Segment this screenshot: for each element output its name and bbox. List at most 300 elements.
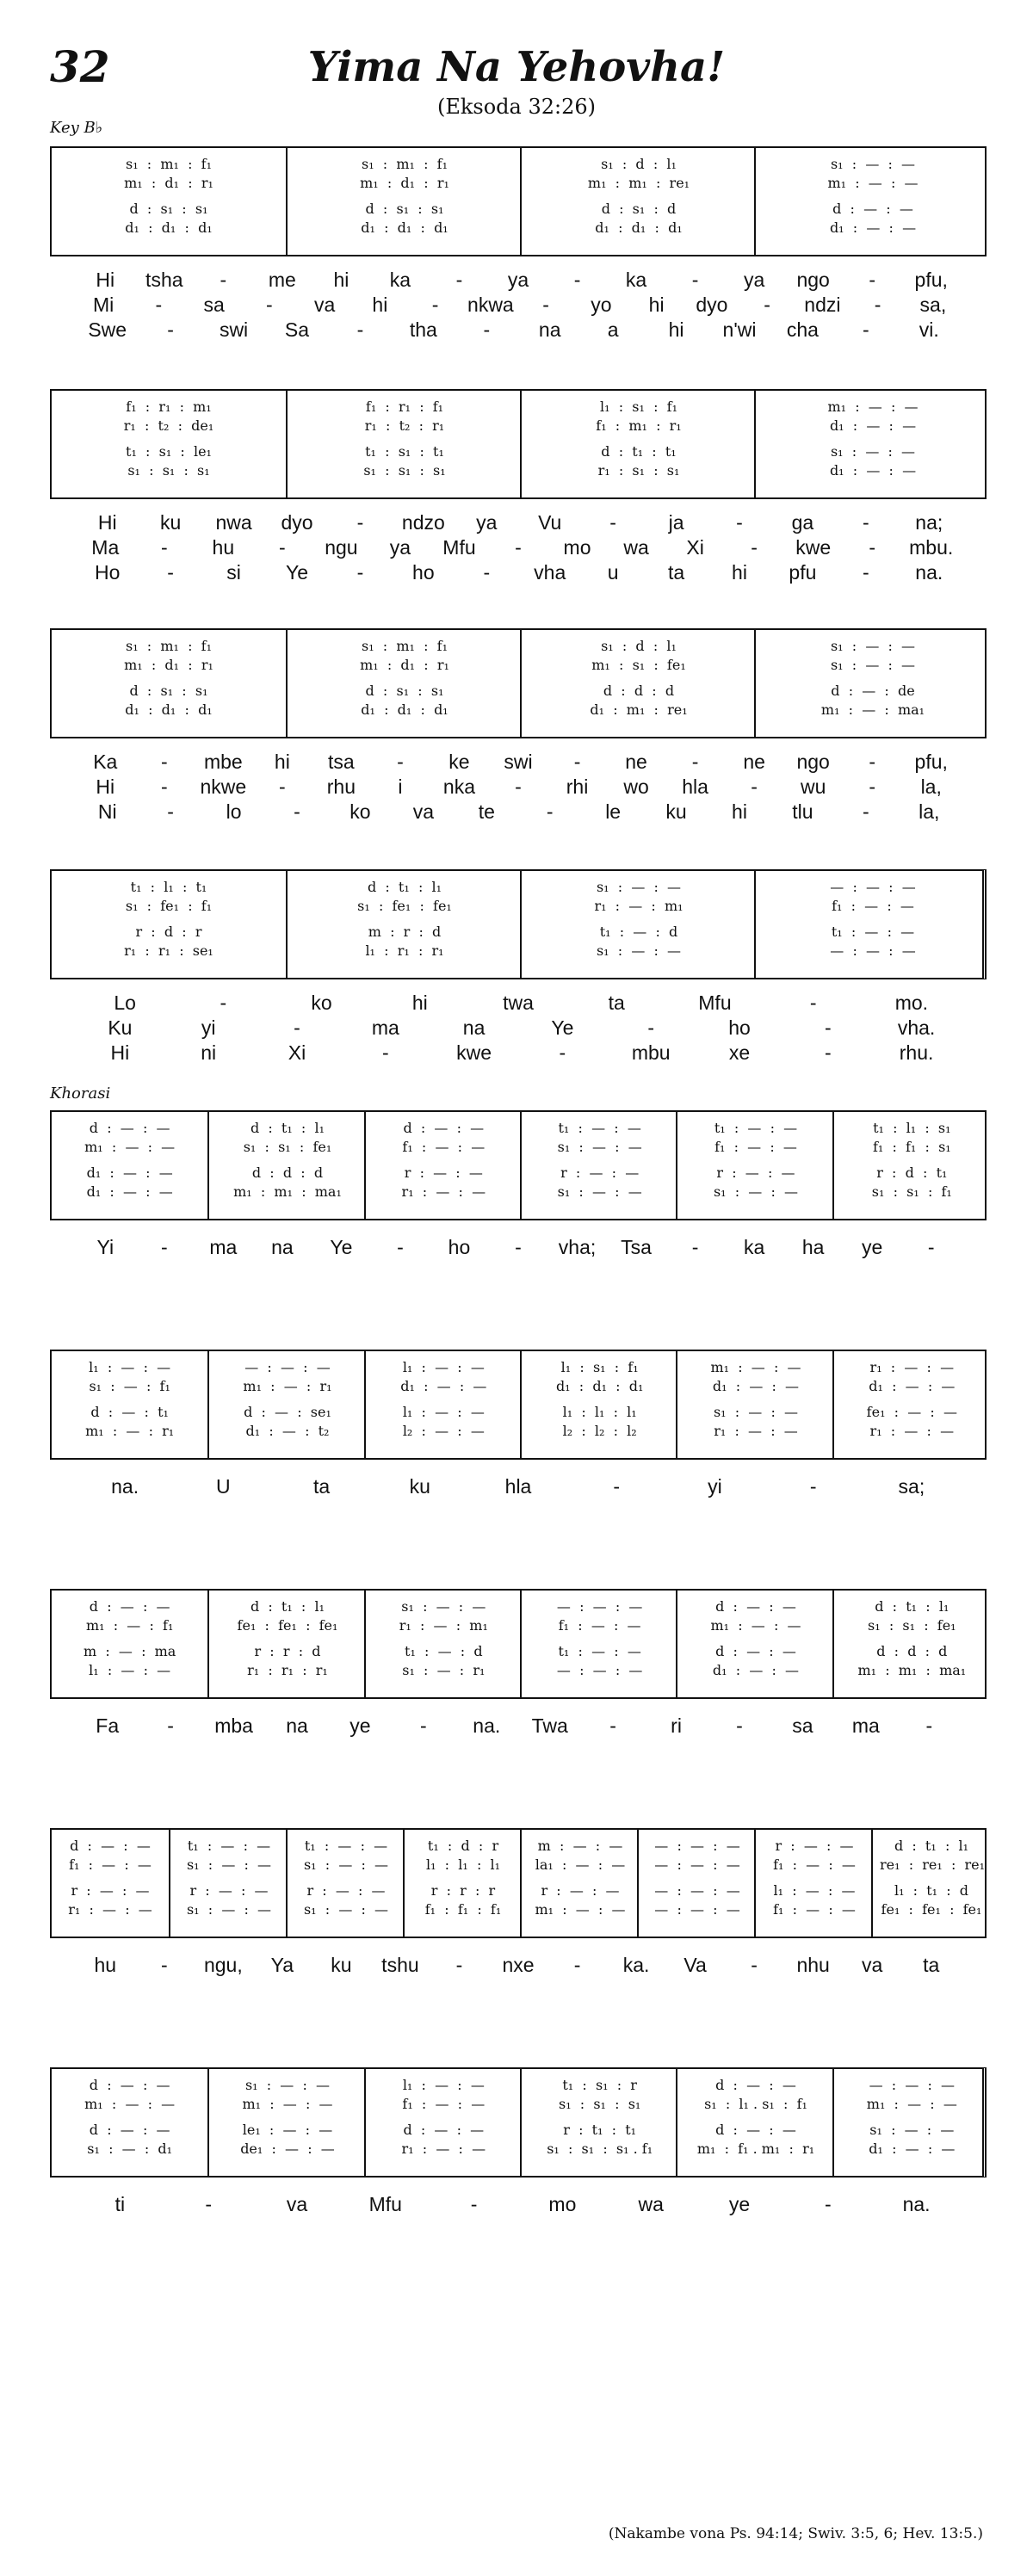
solfa-notes: s₁ : — : — bbox=[596, 942, 682, 959]
lyric-syllable: - bbox=[736, 1714, 743, 1737]
voice-notes bbox=[52, 174, 286, 193]
voice-notes bbox=[209, 1183, 365, 1202]
voice-notes bbox=[522, 2095, 677, 2114]
solfa-notes: m₁ : f₁ . m₁ : r₁ bbox=[696, 2140, 815, 2157]
solfa-notes: m₁ : m₁ : ma₁ bbox=[857, 1662, 967, 1678]
lyric-syllable: swi bbox=[504, 751, 533, 773]
voice-notes bbox=[52, 1377, 207, 1396]
voice-notes bbox=[756, 682, 990, 701]
lyric-syllable: na bbox=[286, 1714, 308, 1737]
solfa-notes: r : r : d bbox=[254, 1643, 321, 1659]
solfa-notes: — : — : — bbox=[654, 1901, 740, 1918]
lyric-syllable: ne bbox=[625, 751, 647, 773]
lyric-syllable: ta bbox=[608, 991, 625, 1014]
voice-notes bbox=[677, 2140, 833, 2159]
lyric-syllable: swi bbox=[219, 318, 249, 341]
solfa-notes: d : t₁ : t₁ bbox=[601, 443, 677, 460]
lyric-syllable: - bbox=[515, 775, 522, 798]
lyric-syllable: tlu bbox=[792, 800, 813, 823]
lyric-syllable: tsa bbox=[328, 751, 355, 773]
solfa-notes: d₁ : — : t₂ bbox=[245, 1423, 330, 1439]
solfa-notes: d : s₁ : s₁ bbox=[365, 201, 444, 217]
solfa-notes: d₁ : d₁ : d₁ bbox=[125, 701, 213, 718]
voice-notes bbox=[522, 1881, 639, 1900]
music-system bbox=[50, 1110, 987, 1220]
lyric-syllable: wu bbox=[800, 775, 826, 798]
lyric-syllable: le bbox=[605, 800, 622, 823]
voice-notes bbox=[52, 897, 286, 916]
solfa-notes: r : — : — bbox=[541, 1882, 620, 1899]
solfa-notes: f₁ : — : — bbox=[714, 1139, 797, 1155]
measure bbox=[832, 1591, 990, 1697]
lyric-syllable: me bbox=[268, 269, 296, 291]
lyric-syllable: cha bbox=[786, 318, 819, 341]
lyric-syllable: tha bbox=[409, 318, 437, 341]
voice-notes bbox=[366, 2140, 522, 2159]
solfa-notes: s₁ : — : — bbox=[830, 156, 916, 172]
solfa-notes: d : — : — bbox=[89, 1120, 170, 1136]
verse-lyrics bbox=[50, 751, 987, 825]
solfa-notes: d : t₁ : l₁ bbox=[250, 1120, 325, 1136]
solfa-notes: d : — : — bbox=[89, 2122, 170, 2138]
measure bbox=[754, 1830, 873, 1937]
voice-notes bbox=[677, 2095, 833, 2114]
voice-notes bbox=[405, 1881, 522, 1900]
lyric-syllable: - bbox=[751, 536, 758, 559]
lyric-syllable: - bbox=[220, 991, 227, 1014]
lyric-line-verse-2 bbox=[50, 1016, 987, 1041]
voice-notes bbox=[522, 1358, 677, 1377]
voice-notes bbox=[209, 2121, 365, 2140]
voice-notes bbox=[756, 878, 990, 897]
voice-notes bbox=[834, 1183, 990, 1202]
voice-notes bbox=[677, 1422, 833, 1441]
lyric-syllable: - bbox=[824, 1016, 832, 1039]
solfa-notes: s₁ : — : r₁ bbox=[402, 1662, 486, 1678]
lyric-syllable: vi. bbox=[919, 318, 939, 341]
lyric-syllable: nxe bbox=[502, 1954, 535, 1976]
lyric-syllable: wa bbox=[638, 2193, 664, 2215]
measure bbox=[52, 148, 286, 255]
voice-notes bbox=[288, 656, 522, 675]
solfa-notes: m₁ : — : — bbox=[710, 1359, 801, 1375]
solfa-notes: m₁ : m₁ : re₁ bbox=[587, 175, 690, 191]
voice-notes bbox=[873, 1837, 990, 1856]
lyric-syllable: Va bbox=[684, 1954, 707, 1976]
lyric-syllable: - bbox=[381, 1041, 389, 1064]
lyric-line-verse-3 bbox=[50, 800, 987, 825]
voice-notes bbox=[288, 923, 522, 942]
voice-notes bbox=[209, 2140, 365, 2159]
solfa-notes: t₁ : — : — bbox=[714, 1120, 798, 1136]
lyric-syllable: - bbox=[863, 561, 869, 584]
solfa-notes: s₁ : — : — bbox=[713, 1183, 799, 1200]
voice-notes bbox=[834, 1358, 990, 1377]
solfa-notes: s₁ : fe₁ : fe₁ bbox=[357, 898, 452, 914]
voice-notes bbox=[756, 701, 990, 720]
measure bbox=[832, 1112, 990, 1219]
voice-notes bbox=[677, 2076, 833, 2095]
measure bbox=[207, 2069, 365, 2176]
voice-notes bbox=[366, 1661, 522, 1680]
voice-notes bbox=[677, 1377, 833, 1396]
measure bbox=[364, 1112, 522, 1219]
voice-notes bbox=[52, 942, 286, 961]
voice-notes bbox=[52, 2140, 207, 2159]
lyric-syllable: mo. bbox=[894, 991, 929, 1014]
voice-notes bbox=[522, 2140, 677, 2159]
solfa-notes: s₁ : — : f₁ bbox=[89, 1378, 170, 1394]
lyric-line-verse-3 bbox=[50, 561, 987, 586]
solfa-notes: s₁ : — : — bbox=[186, 1856, 272, 1873]
voice-notes bbox=[522, 1183, 677, 1202]
voice-notes bbox=[756, 219, 990, 238]
solfa-notes: — : — : — bbox=[556, 1662, 643, 1678]
voice-notes bbox=[677, 1642, 833, 1661]
voice-notes bbox=[288, 442, 522, 461]
measure bbox=[520, 148, 756, 255]
lyric-syllable: - bbox=[863, 318, 869, 341]
lyric-syllable: nhu bbox=[796, 1954, 830, 1976]
lyric-syllable: kwe bbox=[795, 536, 832, 559]
lyric-syllable: na. bbox=[915, 561, 943, 584]
voice-notes bbox=[522, 897, 756, 916]
lyric-syllable: hla bbox=[682, 775, 708, 798]
solfa-notes: s₁ : d : l₁ bbox=[601, 156, 677, 172]
measure bbox=[52, 1591, 207, 1697]
lyric-syllable: Xi bbox=[288, 1041, 306, 1064]
voice-notes bbox=[677, 1403, 833, 1422]
lyric-syllable: na. bbox=[473, 1714, 501, 1737]
solfa-notes: r : — : — bbox=[306, 1882, 386, 1899]
lyric-line-verse-3 bbox=[50, 318, 987, 343]
voice-notes bbox=[522, 1616, 677, 1635]
voice-notes bbox=[366, 1138, 522, 1157]
solfa-notes: s₁ : s₁ : s₁ bbox=[363, 462, 446, 479]
lyric-syllable: lo bbox=[226, 800, 242, 823]
lyric-syllable: - bbox=[356, 511, 364, 534]
voice-notes bbox=[52, 219, 286, 238]
lyric-syllable: twa bbox=[503, 991, 534, 1014]
solfa-notes: s₁ : — : — bbox=[830, 657, 916, 673]
solfa-notes: d : — : — bbox=[715, 1643, 796, 1659]
solfa-notes: r : t₁ : t₁ bbox=[563, 2122, 637, 2138]
solfa-notes: d : t₁ : l₁ bbox=[367, 879, 442, 895]
solfa-notes: s₁ : — : — bbox=[596, 879, 682, 895]
voice-notes bbox=[834, 2095, 990, 2114]
solfa-notes: fe₁ : fe₁ : fe₁ bbox=[237, 1617, 338, 1634]
lyric-syllable: dyo bbox=[281, 511, 313, 534]
lyric-syllable: xe bbox=[728, 1041, 751, 1064]
voice-notes bbox=[52, 2076, 207, 2095]
lyric-syllable: - bbox=[515, 1236, 522, 1258]
voice-notes bbox=[756, 1881, 873, 1900]
voice-notes bbox=[834, 1642, 990, 1661]
lyric-syllable: ye bbox=[728, 2193, 751, 2215]
solfa-notes: d₁ : — : — bbox=[869, 2140, 956, 2157]
lyric-syllable: - bbox=[824, 1041, 832, 1064]
voice-notes bbox=[522, 656, 756, 675]
solfa-notes: le₁ : — : — bbox=[242, 2122, 333, 2138]
voice-notes bbox=[522, 1661, 677, 1680]
measure bbox=[286, 391, 522, 497]
solfa-notes: s₁ : s₁ : fe₁ bbox=[243, 1139, 332, 1155]
solfa-notes: d₁ : d₁ : d₁ bbox=[361, 701, 448, 718]
lyric-syllable: - bbox=[294, 800, 300, 823]
lyric-syllable: Ye bbox=[330, 1236, 353, 1258]
voice-notes bbox=[288, 942, 522, 961]
solfa-notes: s₁ : m₁ : f₁ bbox=[125, 156, 212, 172]
solfa-notes: d : s₁ : s₁ bbox=[365, 683, 444, 699]
lyric-syllable: va bbox=[862, 1954, 883, 1976]
solfa-notes: l₁ : — : — bbox=[402, 1404, 485, 1420]
voice-notes bbox=[366, 1358, 522, 1377]
measure bbox=[52, 1351, 207, 1458]
voice-notes bbox=[522, 219, 756, 238]
lyric-syllable: - bbox=[160, 536, 168, 559]
solfa-notes: d : — : — bbox=[89, 2077, 170, 2093]
lyric-syllable: Lo bbox=[114, 991, 136, 1014]
lyric-syllable: - bbox=[167, 318, 174, 341]
voice-notes bbox=[756, 442, 990, 461]
lyric-syllable: Ni bbox=[97, 800, 117, 823]
solfa-notes: m₁ : — : r₁ bbox=[243, 1378, 332, 1394]
voice-notes bbox=[209, 1138, 365, 1157]
voice-notes bbox=[522, 200, 756, 219]
voice-notes bbox=[52, 1856, 169, 1875]
solfa-notes: d₁ : d₁ : d₁ bbox=[595, 219, 683, 236]
lyric-syllable: na; bbox=[915, 511, 943, 534]
solfa-notes: s₁ : l₁ . s₁ : f₁ bbox=[704, 2096, 807, 2112]
voice-notes bbox=[677, 1661, 833, 1680]
chorus-lyrics bbox=[50, 1236, 987, 1262]
lyric-syllable: ri bbox=[671, 1714, 682, 1737]
solfa-notes: r : — : — bbox=[560, 1164, 640, 1181]
measure bbox=[676, 1591, 833, 1697]
voice-notes bbox=[209, 2076, 365, 2095]
lyric-syllable: hi bbox=[732, 800, 747, 823]
voice-notes bbox=[639, 1881, 756, 1900]
voice-notes bbox=[834, 1377, 990, 1396]
lyric-syllable: - bbox=[515, 536, 522, 559]
lyric-syllable: - bbox=[483, 561, 491, 584]
voice-notes bbox=[834, 2140, 990, 2159]
lyric-syllable: tshu bbox=[381, 1954, 419, 1976]
lyric-syllable: ku bbox=[159, 511, 182, 534]
solfa-notes: s₁ : — : — bbox=[830, 638, 916, 654]
voice-notes bbox=[756, 398, 990, 417]
voice-notes bbox=[522, 2076, 677, 2095]
voice-notes bbox=[52, 2121, 207, 2140]
voice-notes bbox=[677, 1119, 833, 1138]
solfa-notes: l₁ : l₁ : l₁ bbox=[425, 1856, 501, 1873]
voice-notes bbox=[52, 1597, 207, 1616]
measure bbox=[207, 1591, 365, 1697]
voice-notes bbox=[639, 1900, 756, 1919]
lyric-syllable: - bbox=[874, 293, 881, 316]
lyric-syllable: ho bbox=[728, 1016, 751, 1039]
lyric-syllable: pfu bbox=[789, 561, 817, 584]
solfa-notes: d : s₁ : s₁ bbox=[129, 201, 208, 217]
solfa-notes: l₁ : s₁ : f₁ bbox=[600, 398, 677, 415]
voice-notes bbox=[209, 1422, 365, 1441]
lyric-syllable: hi bbox=[274, 751, 290, 773]
solfa-notes: m₁ : — : — bbox=[84, 2096, 176, 2112]
lyric-syllable: - bbox=[869, 751, 876, 773]
lyric-syllable: Hi bbox=[97, 511, 117, 534]
solfa-notes: f₁ : — : — bbox=[832, 898, 914, 914]
lyric-syllable: hu bbox=[212, 536, 235, 559]
lyric-syllable: yi bbox=[201, 1016, 216, 1039]
hymn-subtitle: (Eksoda 32:26) bbox=[436, 95, 597, 119]
solfa-notes: d : — : — bbox=[403, 2122, 485, 2138]
solfa-notes: s₁ : s₁ : s₁ bbox=[127, 462, 210, 479]
lyric-syllable: Vu bbox=[538, 511, 562, 534]
lyric-syllable: Ma bbox=[91, 536, 120, 559]
solfa-notes: m₁ : d₁ : r₁ bbox=[360, 175, 449, 191]
lyric-syllable: Hi bbox=[110, 1041, 130, 1064]
lyric-syllable: - bbox=[455, 269, 463, 291]
solfa-notes: t₁ : s₁ : le₁ bbox=[126, 443, 212, 460]
voice-notes bbox=[288, 878, 522, 897]
voice-notes bbox=[52, 1642, 207, 1661]
music-system bbox=[50, 1589, 987, 1699]
solfa-notes: d : — : — bbox=[403, 1120, 485, 1136]
music-system bbox=[50, 146, 987, 256]
lyric-syllable: hla bbox=[504, 1475, 532, 1498]
voice-notes bbox=[52, 923, 286, 942]
solfa-notes: s₁ : — : — bbox=[557, 1139, 642, 1155]
lyric-syllable: sa; bbox=[898, 1475, 925, 1498]
solfa-notes: d₁ : — : — bbox=[86, 1164, 173, 1181]
lyric-syllable: - bbox=[483, 318, 491, 341]
voice-notes bbox=[288, 897, 522, 916]
verse-lyrics bbox=[50, 511, 987, 586]
measure bbox=[286, 1830, 405, 1937]
lyric-syllable: - bbox=[751, 1954, 758, 1976]
measure bbox=[364, 1351, 522, 1458]
lyric-syllable: - bbox=[691, 1236, 699, 1258]
voice-notes bbox=[52, 1837, 169, 1856]
lyric-syllable: ko bbox=[311, 991, 332, 1014]
solfa-notes: d : d : d bbox=[603, 683, 675, 699]
lyric-syllable: mbe bbox=[203, 751, 243, 773]
solfa-notes: f₁ : — : — bbox=[69, 1856, 152, 1873]
voice-notes bbox=[52, 682, 286, 701]
solfa-notes: t₁ : — : d bbox=[599, 924, 678, 940]
voice-notes bbox=[209, 1164, 365, 1183]
measure bbox=[52, 2069, 207, 2176]
voice-notes bbox=[366, 2076, 522, 2095]
solfa-notes: r₁ : s₁ : s₁ bbox=[597, 462, 680, 479]
solfa-notes: s₁ : s₁ : s₁ bbox=[558, 2096, 641, 2112]
lyric-syllable: Mfu bbox=[368, 2193, 402, 2215]
solfa-notes: d₁ : — : — bbox=[829, 462, 917, 479]
voice-notes bbox=[366, 1403, 522, 1422]
solfa-notes: m₁ : — : — bbox=[827, 398, 919, 415]
lyric-syllable: - bbox=[863, 511, 869, 534]
voice-notes bbox=[756, 1856, 873, 1875]
solfa-notes: r : r : r bbox=[430, 1882, 496, 1899]
voice-notes bbox=[834, 1403, 990, 1422]
solfa-notes: re₁ : re₁ : re₁ bbox=[880, 1856, 986, 1873]
music-system bbox=[50, 1828, 987, 1938]
lyric-syllable: Ya bbox=[270, 1954, 294, 1976]
solfa-notes: d : — : — bbox=[715, 2122, 796, 2138]
lyric-syllable: mo bbox=[563, 536, 591, 559]
lyric-syllable: ka. bbox=[622, 1954, 650, 1976]
voice-notes bbox=[639, 1856, 756, 1875]
voice-notes bbox=[52, 701, 286, 720]
voice-notes bbox=[52, 1403, 207, 1422]
lyric-syllable: ndzi bbox=[804, 293, 841, 316]
solfa-notes: s₁ : — : — bbox=[303, 1856, 389, 1873]
lyric-syllable: Mfu bbox=[442, 536, 476, 559]
solfa-notes: t₁ : l₁ : s₁ bbox=[873, 1120, 951, 1136]
solfa-notes: d₁ : — : — bbox=[829, 417, 917, 434]
lyric-syllable: hi bbox=[372, 293, 388, 316]
lyric-line-verse-2 bbox=[50, 536, 987, 561]
lyric-syllable: - bbox=[397, 1236, 404, 1258]
voice-notes bbox=[405, 1900, 522, 1919]
measure bbox=[52, 630, 286, 737]
voice-notes bbox=[52, 2095, 207, 2114]
lyric-syllable: pfu, bbox=[914, 269, 948, 291]
lyric-line-verse-1 bbox=[50, 269, 987, 293]
lyric-syllable: Hi bbox=[96, 775, 115, 798]
lyric-syllable: va bbox=[313, 293, 336, 316]
lyric-syllable: Mi bbox=[92, 293, 114, 316]
voice-notes bbox=[288, 174, 522, 193]
voice-notes bbox=[677, 1616, 833, 1635]
lyric-syllable: rhu. bbox=[899, 1041, 934, 1064]
measure bbox=[364, 2069, 522, 2176]
solfa-notes: r₁ : — : m₁ bbox=[594, 898, 684, 914]
voice-notes bbox=[366, 1616, 522, 1635]
lyric-syllable: nkwa bbox=[467, 293, 514, 316]
solfa-notes: s₁ : m₁ : f₁ bbox=[361, 638, 448, 654]
lyric-syllable: rhi bbox=[566, 775, 589, 798]
lyric-syllable: hi bbox=[732, 561, 747, 584]
voice-notes bbox=[209, 2095, 365, 2114]
voice-notes bbox=[52, 1119, 207, 1138]
voice-notes bbox=[209, 1616, 365, 1635]
voice-notes bbox=[522, 682, 756, 701]
solfa-notes: — : — : — bbox=[244, 1359, 331, 1375]
solfa-notes: l₁ : — : — bbox=[402, 2077, 485, 2093]
lyric-syllable: va bbox=[412, 800, 434, 823]
voice-notes bbox=[209, 1661, 365, 1680]
voice-notes bbox=[52, 878, 286, 897]
lyric-syllable: mbu bbox=[631, 1041, 671, 1064]
lyric-syllable: ta bbox=[923, 1954, 940, 1976]
solfa-notes: s₁ : d : l₁ bbox=[601, 638, 677, 654]
voice-notes bbox=[52, 200, 286, 219]
lyric-syllable: - bbox=[420, 1714, 427, 1737]
lyric-line-verse-1 bbox=[50, 991, 987, 1016]
solfa-notes: f₁ : — : — bbox=[402, 2096, 486, 2112]
voice-notes bbox=[677, 1597, 833, 1616]
measure bbox=[207, 1351, 365, 1458]
solfa-notes: d₁ : — : — bbox=[712, 1378, 800, 1394]
voice-notes bbox=[52, 1164, 207, 1183]
voice-notes bbox=[677, 1358, 833, 1377]
lyric-syllable: Mfu bbox=[698, 991, 732, 1014]
lyric-syllable: - bbox=[691, 751, 699, 773]
voice-notes bbox=[756, 942, 990, 961]
solfa-notes: s₁ : m₁ : f₁ bbox=[125, 638, 212, 654]
lyric-syllable: - bbox=[573, 269, 581, 291]
